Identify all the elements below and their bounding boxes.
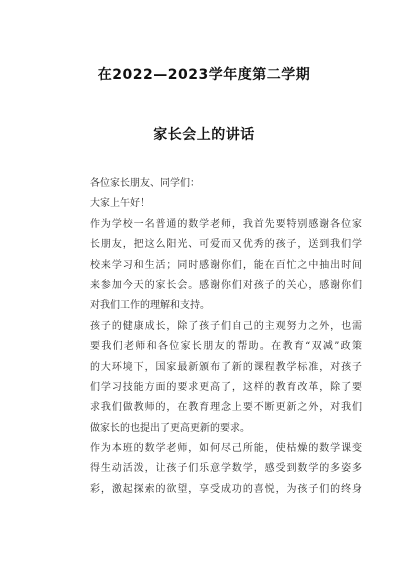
text-line: 各位家长朋友、同学们：: [90, 178, 200, 189]
text-line: 孩子的健康成长，除了孩子们自己的主观努力之外，也需: [90, 320, 362, 332]
text-line: 大家上午好！: [90, 198, 150, 210]
text-line: 来参加今天的家长会。感谢你们对孩子的关心，感谢你们: [90, 279, 362, 291]
speech-body: [90, 174, 362, 500]
document-subtitle: 家长会上的讲话: [153, 127, 255, 143]
text-line: 作为学校一名普通的数学老师，我首先要特别感谢各位家: [90, 218, 362, 230]
text-line: 的大环境下，国家最新颁布了新的课程教学标准，对孩子: [90, 361, 362, 373]
text-line: 作为本班的数学老师，如何尽己所能，使枯燥的数学课变: [90, 443, 362, 455]
text-line: 们学习技能方面的要求更高了，这样的教育改革，除了要: [90, 381, 362, 393]
text-line: 长朋友，把这么阳光、可爱而又优秀的孩子，送到我们学: [90, 239, 362, 251]
text-line: 校来学习和生活；同时感谢你们，能在百忙之中抽出时间: [90, 259, 362, 271]
text-line: 求我们做教师的，在教育理念上要不断更新之外，对我们: [90, 402, 362, 414]
text-line: 彩，激起探索的欲望，享受成功的喜悦，为孩子们的终身: [90, 483, 362, 495]
text-line: 对我们工作的理解和支持。: [90, 300, 210, 312]
text-line: 要我们老师和各位家长朋友的帮助。在教育“双减”政策: [90, 341, 362, 353]
text-line: 做家长的也提出了更高更新的要求。: [90, 422, 250, 434]
text-line: 得生动活泼，让孩子们乐意学数学，感受到数学的多姿多: [90, 463, 362, 475]
document-title: 在2022—2023学年度第二学期: [97, 67, 311, 83]
